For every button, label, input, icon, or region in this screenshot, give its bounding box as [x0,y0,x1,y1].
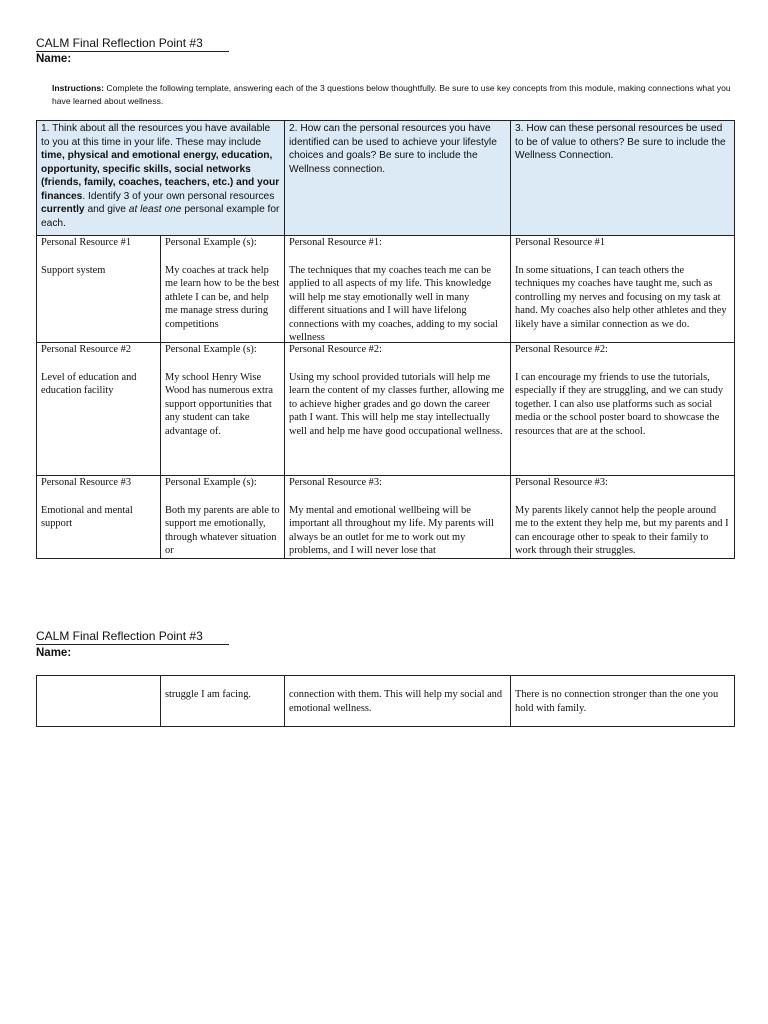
example-cell: Personal Example (s): My coaches at track help me learn how to be the best athlete I can be, and help me manage stress during competitions [161,236,285,343]
question-2-cell: 2. How can the personal resources you have identified can be used to achieve your lifestyle choices and goals? Be sure to include the Wellness connection. [285,121,511,236]
lifestyle-cell: Personal Resource #1: The techniques that my coaches teach me can be applied to all aspects of my life. This knowledge will help me stay emotionally well in many different situations and I will have lifelong connections with my coaches, adding to my social wellness [285,236,511,343]
continuation-resource-cell [37,676,161,727]
page2-name-label: Name: [36,647,72,659]
page2-title: CALM Final Reflection Point #3 [36,629,229,645]
resource-cell: Personal Resource #3 Emotional and mental support [37,476,161,559]
continuation-lifestyle-cell: connection with them. This will help my social and emotional wellness. [285,676,511,727]
continuation-table [36,675,735,727]
resource-row-2 [37,343,735,476]
question-1-cell: 1. Think about all the resources you have available to you at this time in your life. These may include time, physical and emotional energy, education, opportunity, specific skills, social networks (friends, family, coaches, teachers, etc.) and your finances. Identify 3 of your own personal resources currently and give at least one personal example for each. [37,121,285,236]
name-label: Name: [36,53,72,65]
instructions-heading: Instructions: [52,83,105,93]
value-to-others-cell: Personal Resource #1 In some situations, I can teach others the techniques my coaches have taught me, such as controlling my nerves and focusing on my task at hand. My coaches also help other athletes and they likely have a similar connection as we do. [511,236,735,343]
example-cell: Personal Example (s): Both my parents are able to support me emotionally, through whatever situation or [161,476,285,559]
resource-cell: Personal Resource #2 Level of education and education facility [37,343,161,476]
resource-cell: Personal Resource #1 Support system [37,236,161,343]
resource-row-3 [37,476,735,559]
instructions [52,82,742,108]
continuation-row [37,676,735,727]
question-3-cell: 3. How can these personal resources be used to be of value to others? Be sure to include the Wellness Connection. [511,121,735,236]
example-cell: Personal Example (s): My school Henry Wise Wood has numerous extra support opportunities that any student can take advantage of. [161,343,285,476]
continuation-value-cell: There is no connection stronger than the one you hold with family. [511,676,735,727]
page-title: CALM Final Reflection Point #3 [36,36,229,52]
lifestyle-cell: Personal Resource #2: Using my school provided tutorials will help me learn the content of my classes further, allowing me to achieve higher grades and go down the career path I want. This will help me stay intellectually well and help me have good occupational wellness. [285,343,511,476]
lifestyle-cell: Personal Resource #3: My mental and emotional wellbeing will be important all throughout my life. My parents will always be an outlet for me to work out my problems, and I will never lose that [285,476,511,559]
value-to-others-cell: Personal Resource #2: I can encourage my friends to use the tutorials, especially if they are struggling, and we can study together. I can also use platforms such as social media or the school poster board to showcase the resources that are at the school. [511,343,735,476]
reflection-table [36,120,735,559]
question-header-row [37,121,735,236]
instructions-text: Complete the following template, answering each of the 3 questions below thoughtfully. Be sure to use key concepts from this module, making connections what you have learned about wellness. [52,83,731,106]
resource-row-1 [37,236,735,343]
value-to-others-cell: Personal Resource #3: My parents likely cannot help the people around me to the extent they help me, but my parents and I can encourage other to speak to their family to work through their struggles. [511,476,735,559]
continuation-example-cell: struggle I am facing. [161,676,285,727]
